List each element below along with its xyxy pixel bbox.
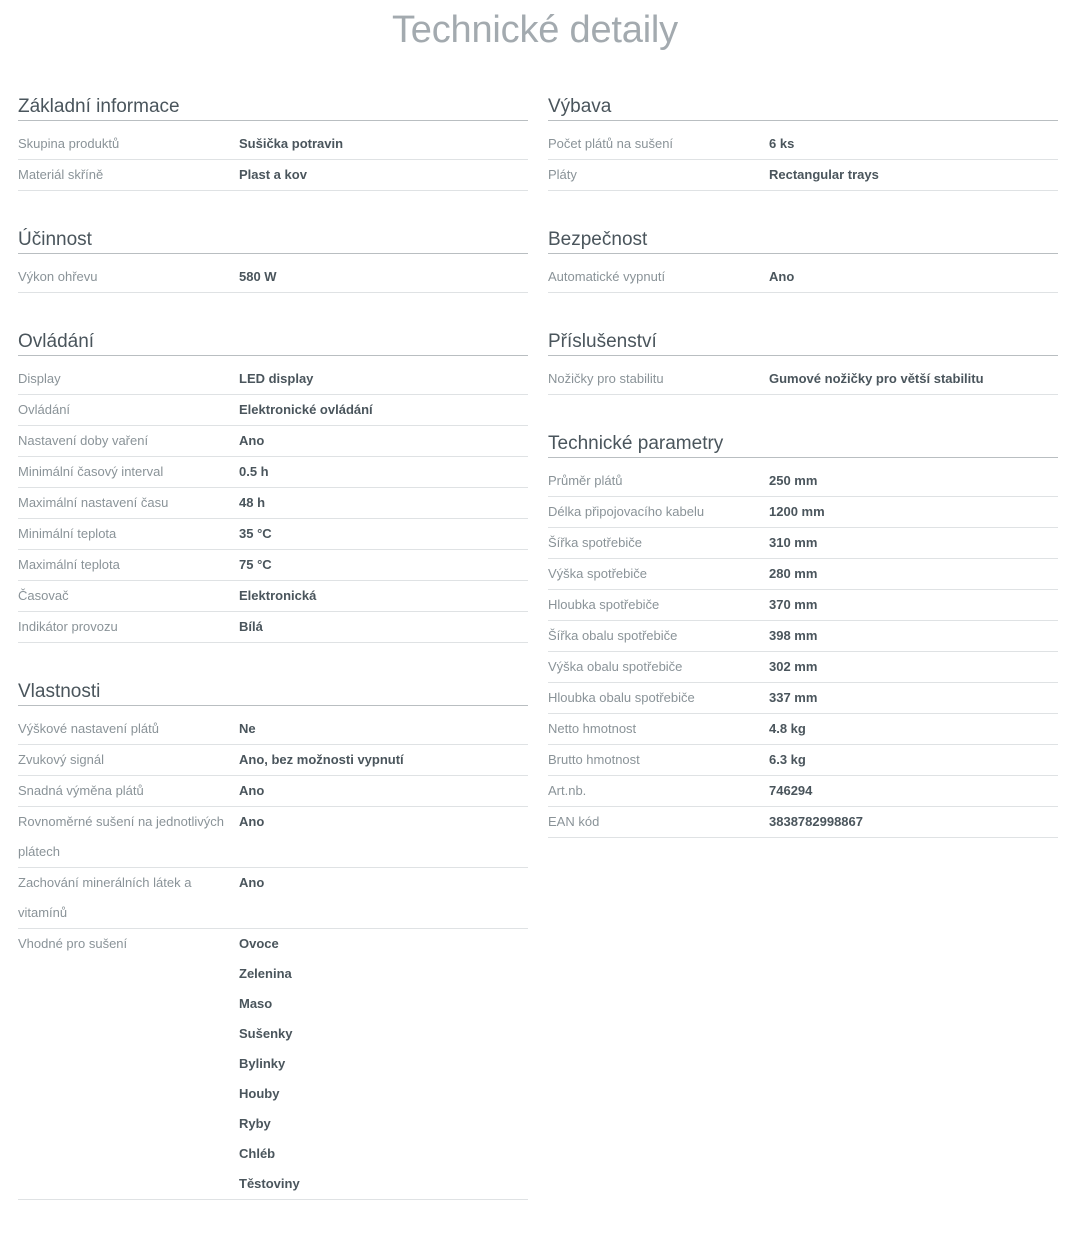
spec-row xyxy=(548,160,1058,191)
spec-value-line: 48 h xyxy=(239,495,266,510)
spec-value-line: Ano xyxy=(239,783,265,798)
spec-section-prislusenstvi xyxy=(548,328,1058,395)
spec-label: Skupina produktů xyxy=(18,136,120,151)
spec-row xyxy=(18,426,528,457)
spec-row xyxy=(18,612,528,643)
spec-value-line: 35 °C xyxy=(239,526,272,541)
spec-value-line: 6 ks xyxy=(769,136,795,151)
spec-label: Průměr plátů xyxy=(548,473,623,488)
spec-rows xyxy=(18,129,528,191)
spec-value-line: 370 mm xyxy=(769,597,818,612)
spec-label: Zachování minerálních látek a vitamínů xyxy=(18,875,192,920)
spec-value-line: Ano xyxy=(239,875,265,890)
spec-value-line: Ne xyxy=(239,721,256,736)
spec-value-line: 580 W xyxy=(239,269,277,284)
spec-value xyxy=(769,528,1058,558)
spec-value-line: 398 mm xyxy=(769,628,818,643)
spec-label: Minimální teplota xyxy=(18,526,117,541)
spec-value-line: Maso xyxy=(239,996,273,1011)
spec-value-line: Elektronická xyxy=(239,588,317,603)
spec-row xyxy=(18,581,528,612)
spec-rows xyxy=(18,714,528,1200)
spec-value-line: 1200 mm xyxy=(769,504,825,519)
spec-value-line: 0.5 h xyxy=(239,464,269,479)
spec-label: Ovládání xyxy=(18,402,71,417)
section-title: Příslušenství xyxy=(548,328,1058,356)
spec-rows xyxy=(548,129,1058,191)
spec-section-ovladani xyxy=(18,328,528,643)
spec-row xyxy=(18,488,528,519)
spec-value-line: Ovoce xyxy=(239,936,279,951)
spec-label: Hloubka spotřebiče xyxy=(548,597,660,612)
spec-value-line: 6.3 kg xyxy=(769,752,806,767)
spec-label: Výška spotřebiče xyxy=(548,566,647,581)
spec-label: Maximální nastavení času xyxy=(18,495,169,510)
spec-row xyxy=(548,129,1058,160)
spec-label: Art.nb. xyxy=(548,783,587,798)
spec-row xyxy=(548,559,1058,590)
spec-rows xyxy=(548,466,1058,838)
spec-value xyxy=(769,683,1058,713)
spec-value-line: 280 mm xyxy=(769,566,818,581)
spec-section-zakladni-informace xyxy=(18,93,528,191)
spec-label: Vhodné pro sušení xyxy=(18,936,128,951)
spec-section-technicke-parametry xyxy=(548,430,1058,838)
spec-row xyxy=(548,683,1058,714)
spec-value-line: Ano xyxy=(769,269,795,284)
spec-value-line: Ano xyxy=(239,814,265,829)
spec-label: Snadná výměna plátů xyxy=(18,783,144,798)
spec-value xyxy=(769,807,1058,837)
spec-label: Indikátor provozu xyxy=(18,619,118,634)
spec-label: Display xyxy=(18,371,61,386)
spec-label: Výška obalu spotřebiče xyxy=(548,659,683,674)
spec-value-line: Chléb xyxy=(239,1146,276,1161)
spec-value xyxy=(239,550,528,580)
spec-label: Pláty xyxy=(548,167,577,182)
spec-row xyxy=(18,262,528,293)
spec-label: Časovač xyxy=(18,588,69,603)
spec-row xyxy=(548,262,1058,293)
spec-value xyxy=(239,488,528,518)
spec-row xyxy=(18,714,528,745)
spec-value-line: Elektronické ovládání xyxy=(239,402,373,417)
spec-label: Délka připojovacího kabelu xyxy=(548,504,705,519)
spec-row xyxy=(548,745,1058,776)
spec-value xyxy=(769,559,1058,589)
spec-value xyxy=(239,714,528,744)
spec-value-line: LED display xyxy=(239,371,314,386)
spec-value xyxy=(239,364,528,394)
spec-value xyxy=(769,621,1058,651)
spec-section-vybava xyxy=(548,93,1058,191)
spec-label: Výškové nastavení plátů xyxy=(18,721,159,736)
spec-value xyxy=(239,129,528,159)
spec-label: Výkon ohřevu xyxy=(18,269,98,284)
spec-value-line: Zelenina xyxy=(239,966,292,981)
spec-value xyxy=(239,929,528,1199)
spec-label: Hloubka obalu spotřebiče xyxy=(548,690,695,705)
spec-rows xyxy=(18,262,528,293)
spec-row xyxy=(548,590,1058,621)
spec-value xyxy=(769,745,1058,775)
spec-value-line: Bílá xyxy=(239,619,263,634)
spec-section-bezpecnost xyxy=(548,226,1058,293)
spec-value xyxy=(769,497,1058,527)
spec-value xyxy=(769,129,1058,159)
spec-row xyxy=(548,364,1058,395)
spec-value-line: 310 mm xyxy=(769,535,818,550)
spec-row xyxy=(18,519,528,550)
spec-value-line: 337 mm xyxy=(769,690,818,705)
spec-value xyxy=(769,160,1058,190)
spec-value-line: Ano, bez možnosti vypnutí xyxy=(239,752,404,767)
spec-value xyxy=(239,160,528,190)
spec-row xyxy=(548,652,1058,683)
spec-value-line: Sušička potravin xyxy=(239,136,344,151)
spec-row xyxy=(548,497,1058,528)
spec-value xyxy=(239,807,528,867)
section-title: Ovládání xyxy=(18,328,528,356)
spec-value xyxy=(769,364,1058,394)
spec-row xyxy=(18,457,528,488)
spec-value-line: Těstoviny xyxy=(239,1176,300,1191)
spec-label: Šířka obalu spotřebiče xyxy=(548,628,678,643)
spec-value xyxy=(769,590,1058,620)
spec-label: Nožičky pro stabilitu xyxy=(548,371,664,386)
section-title: Účinnost xyxy=(18,226,528,254)
spec-label: Rovnoměrné sušení na jednotlivých plátech xyxy=(18,814,224,859)
spec-value xyxy=(239,395,528,425)
spec-label: Brutto hmotnost xyxy=(548,752,640,767)
spec-label: Automatické vypnutí xyxy=(548,269,666,284)
spec-label: Minimální časový interval xyxy=(18,464,164,479)
spec-value xyxy=(239,581,528,611)
left-column xyxy=(18,93,528,1235)
spec-row xyxy=(18,807,528,868)
spec-value xyxy=(239,745,528,775)
spec-value-line: 302 mm xyxy=(769,659,818,674)
spec-label: Nastavení doby vaření xyxy=(18,433,149,448)
spec-rows xyxy=(18,364,528,643)
spec-value-line: Gumové nožičky pro větší stabilitu xyxy=(769,371,984,386)
spec-row xyxy=(548,528,1058,559)
spec-label: EAN kód xyxy=(548,814,600,829)
spec-row xyxy=(548,621,1058,652)
spec-label: Netto hmotnost xyxy=(548,721,637,736)
spec-value xyxy=(239,519,528,549)
spec-value xyxy=(239,612,528,642)
spec-row xyxy=(18,776,528,807)
spec-row xyxy=(18,745,528,776)
spec-row xyxy=(548,776,1058,807)
spec-value-line: 4.8 kg xyxy=(769,721,806,736)
spec-row xyxy=(548,807,1058,838)
section-title: Vlastnosti xyxy=(18,678,528,706)
section-title: Výbava xyxy=(548,93,1058,121)
spec-label: Maximální teplota xyxy=(18,557,120,572)
spec-rows xyxy=(548,364,1058,395)
spec-label: Materiál skříně xyxy=(18,167,104,182)
spec-row xyxy=(18,868,528,929)
spec-value-line: Bylinky xyxy=(239,1056,286,1071)
spec-value-line: 746294 xyxy=(769,783,813,798)
spec-row xyxy=(18,129,528,160)
spec-value xyxy=(239,868,528,928)
page-title: Technické detaily xyxy=(392,9,678,51)
spec-value-line: Ano xyxy=(239,433,265,448)
spec-value-line: 75 °C xyxy=(239,557,272,572)
spec-value-line: Plast a kov xyxy=(239,167,307,182)
spec-value xyxy=(769,776,1058,806)
spec-value xyxy=(769,714,1058,744)
spec-value-line: Sušenky xyxy=(239,1026,293,1041)
spec-label: Šířka spotřebiče xyxy=(548,535,642,550)
spec-label: Zvukový signál xyxy=(18,752,104,767)
spec-value xyxy=(769,652,1058,682)
spec-section-ucinnost xyxy=(18,226,528,293)
spec-value xyxy=(239,457,528,487)
spec-row xyxy=(18,364,528,395)
spec-row xyxy=(18,550,528,581)
right-column xyxy=(548,93,1058,873)
section-title: Základní informace xyxy=(18,93,528,121)
spec-section-vlastnosti xyxy=(18,678,528,1200)
spec-value xyxy=(239,262,528,292)
section-title: Bezpečnost xyxy=(548,226,1058,254)
spec-value xyxy=(239,426,528,456)
spec-value-line: 250 mm xyxy=(769,473,818,488)
section-title: Technické parametry xyxy=(548,430,1058,458)
spec-row xyxy=(548,466,1058,497)
spec-value xyxy=(239,776,528,806)
spec-rows xyxy=(548,262,1058,293)
spec-value-line: Ryby xyxy=(239,1116,271,1131)
spec-row xyxy=(18,929,528,1200)
spec-value xyxy=(769,262,1058,292)
spec-row xyxy=(18,160,528,191)
spec-value-line: Rectangular trays xyxy=(769,167,879,182)
spec-row xyxy=(18,395,528,426)
spec-value-line: Houby xyxy=(239,1086,280,1101)
spec-value-line: 3838782998867 xyxy=(769,814,863,829)
spec-value xyxy=(769,466,1058,496)
spec-row xyxy=(548,714,1058,745)
spec-label: Počet plátů na sušení xyxy=(548,136,674,151)
